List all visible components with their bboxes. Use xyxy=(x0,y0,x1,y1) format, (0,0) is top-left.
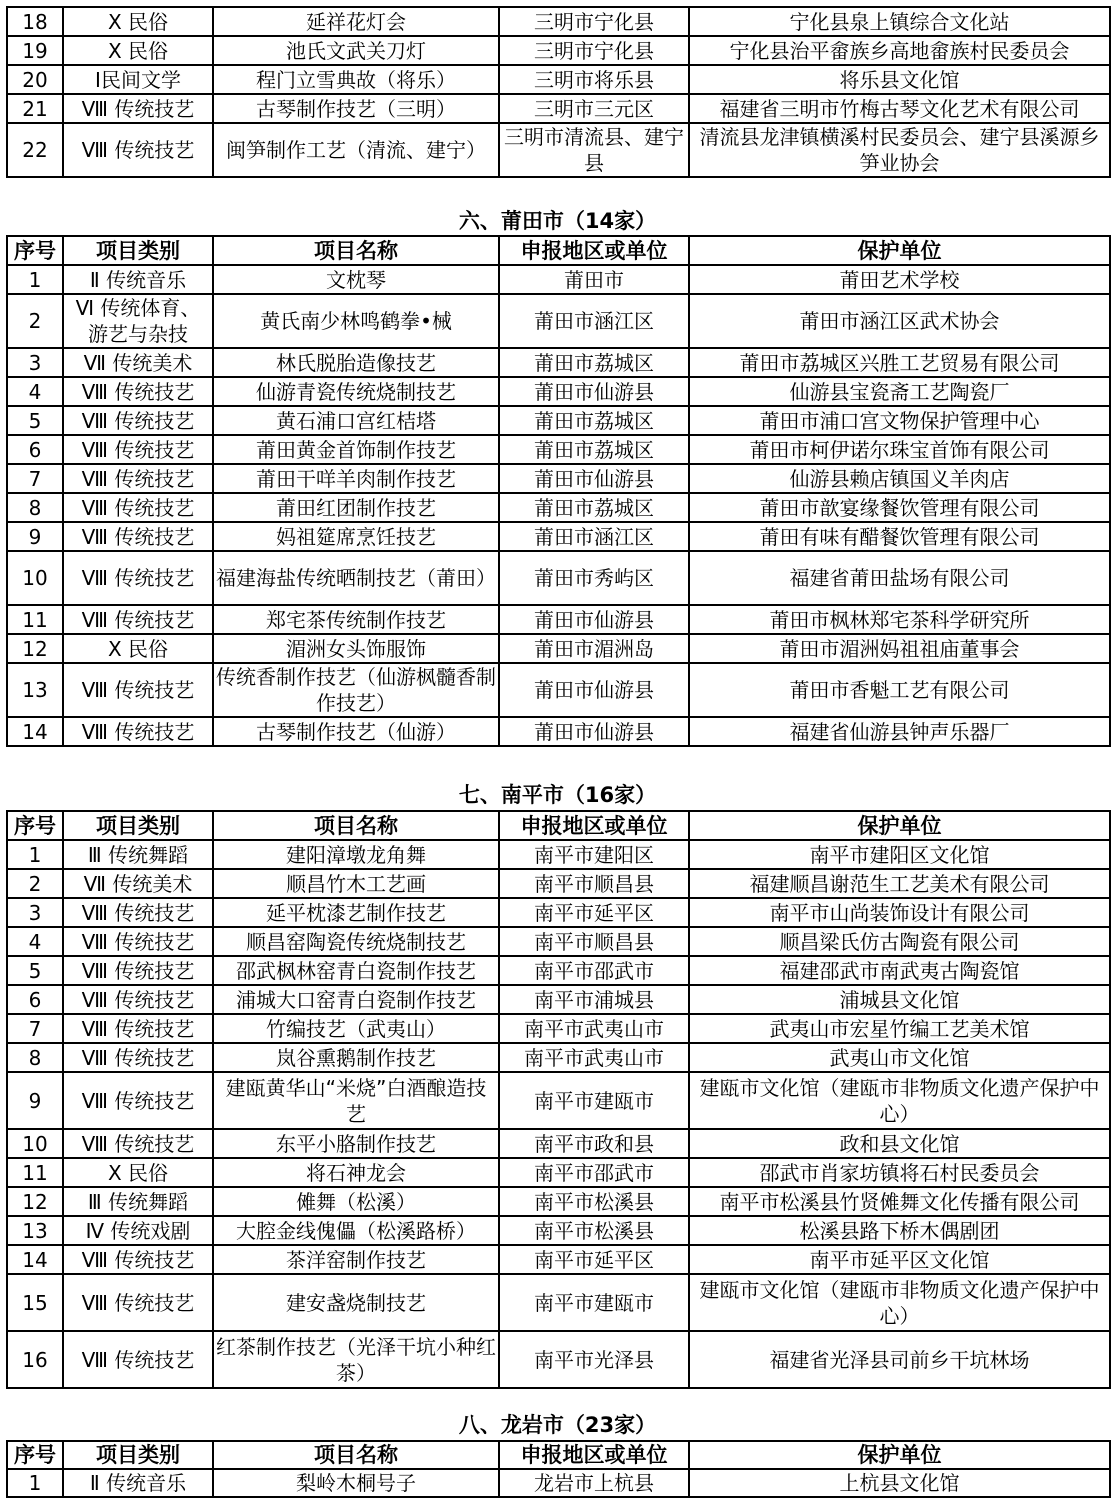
cell-seq: 1 xyxy=(7,1469,63,1497)
table-row xyxy=(7,1216,1110,1245)
cell-region: 南平市邵武市 xyxy=(499,1158,689,1187)
header-category: 项目类别 xyxy=(63,236,213,265)
cell-project-name: 竹编技艺（武夷山） xyxy=(213,1014,499,1043)
cell-protection-unit: 莆田市涵江区武术协会 xyxy=(689,294,1110,348)
cell-project-name: 林氏脱胎造像技艺 xyxy=(213,348,499,377)
cell-category: Ⅲ 传统舞蹈 xyxy=(63,1187,213,1216)
cell-category: Ⅷ 传统技艺 xyxy=(63,1129,213,1158)
cell-project-name: 莆田黄金首饰制作技艺 xyxy=(213,435,499,464)
cell-protection-unit: 莆田市歆宴缘餐饮管理有限公司 xyxy=(689,493,1110,522)
cell-project-name: 红茶制作技艺（光泽干坑小种红茶） xyxy=(213,1331,499,1388)
table-row xyxy=(7,435,1110,464)
cell-region: 莆田市仙游县 xyxy=(499,605,689,634)
cell-protection-unit: 政和县文化馆 xyxy=(689,1129,1110,1158)
cell-region: 南平市建瓯市 xyxy=(499,1274,689,1331)
cell-region: 南平市建阳区 xyxy=(499,840,689,869)
cell-protection-unit: 莆田市荔城区兴胜工艺贸易有限公司 xyxy=(689,348,1110,377)
cell-protection-unit: 南平市山尚装饰设计有限公司 xyxy=(689,898,1110,927)
table-row xyxy=(7,65,1110,94)
cell-project-name: 延平枕漆艺制作技艺 xyxy=(213,898,499,927)
table-row xyxy=(7,493,1110,522)
table-row xyxy=(7,1158,1110,1187)
cell-category: Ⅷ 传统技艺 xyxy=(63,663,213,717)
cell-seq: 10 xyxy=(7,551,63,605)
cell-category: Ⅷ 传统技艺 xyxy=(63,605,213,634)
header-protection-unit: 保护单位 xyxy=(689,236,1110,265)
cell-category: Ⅷ 传统技艺 xyxy=(63,1072,213,1129)
cell-protection-unit: 仙游县宝瓷斋工艺陶瓷厂 xyxy=(689,377,1110,406)
cell-project-name: 浦城大口窑青白瓷制作技艺 xyxy=(213,985,499,1014)
table-row xyxy=(7,1187,1110,1216)
cell-region: 三明市将乐县 xyxy=(499,65,689,94)
cell-protection-unit: 宁化县泉上镇综合文化站 xyxy=(689,7,1110,36)
header-project-name: 项目名称 xyxy=(213,1441,499,1469)
cell-category: Ⅷ 传统技艺 xyxy=(63,1043,213,1072)
cell-protection-unit: 武夷山市文化馆 xyxy=(689,1043,1110,1072)
cell-project-name: 湄洲女头饰服饰 xyxy=(213,634,499,663)
cell-project-name: 邵武枫林窑青白瓷制作技艺 xyxy=(213,956,499,985)
cell-region: 三明市三元区 xyxy=(499,94,689,123)
cell-protection-unit: 莆田市枫林郑宅茶科学研究所 xyxy=(689,605,1110,634)
cell-seq: 8 xyxy=(7,493,63,522)
cell-protection-unit: 仙游县赖店镇国义羊肉店 xyxy=(689,464,1110,493)
cell-project-name: 茶洋窑制作技艺 xyxy=(213,1245,499,1274)
cell-seq: 1 xyxy=(7,840,63,869)
cell-region: 莆田市秀屿区 xyxy=(499,551,689,605)
cell-project-name: 闽笋制作工艺（清流、建宁） xyxy=(213,123,499,177)
cell-seq: 7 xyxy=(7,464,63,493)
cell-seq: 22 xyxy=(7,123,63,177)
cell-seq: 6 xyxy=(7,435,63,464)
cell-project-name: 郑宅茶传统制作技艺 xyxy=(213,605,499,634)
cell-seq: 14 xyxy=(7,717,63,746)
header-region: 申报地区或单位 xyxy=(499,236,689,265)
cell-region: 南平市建瓯市 xyxy=(499,1072,689,1129)
cell-project-name: 建阳漳墩龙角舞 xyxy=(213,840,499,869)
cell-project-name: 福建海盐传统晒制技艺（莆田） xyxy=(213,551,499,605)
cell-protection-unit: 福建省莆田盐场有限公司 xyxy=(689,551,1110,605)
cell-protection-unit: 南平市松溪县竹贤傩舞文化传播有限公司 xyxy=(689,1187,1110,1216)
cell-seq: 6 xyxy=(7,985,63,1014)
table-row xyxy=(7,265,1110,294)
cell-project-name: 傩舞（松溪） xyxy=(213,1187,499,1216)
cell-project-name: 大腔金线傀儡（松溪路桥） xyxy=(213,1216,499,1245)
cell-protection-unit: 浦城县文化馆 xyxy=(689,985,1110,1014)
cell-project-name: 传统香制作技艺（仙游枫髓香制作技艺） xyxy=(213,663,499,717)
table-row xyxy=(7,94,1110,123)
table-row xyxy=(7,36,1110,65)
table-row xyxy=(7,869,1110,898)
cell-seq: 7 xyxy=(7,1014,63,1043)
cell-region: 莆田市荔城区 xyxy=(499,493,689,522)
cell-protection-unit: 福建邵武市南武夷古陶瓷馆 xyxy=(689,956,1110,985)
cell-region: 南平市延平区 xyxy=(499,1245,689,1274)
cell-region: 南平市邵武市 xyxy=(499,956,689,985)
cell-category: Ⅵ 传统体育、游艺与杂技 xyxy=(63,294,213,348)
cell-region: 三明市宁化县 xyxy=(499,36,689,65)
cell-region: 三明市清流县、建宁县 xyxy=(499,123,689,177)
cell-category: Ⅹ 民俗 xyxy=(63,36,213,65)
cell-seq: 13 xyxy=(7,1216,63,1245)
table-row xyxy=(7,927,1110,956)
cell-seq: 2 xyxy=(7,294,63,348)
cell-seq: 12 xyxy=(7,1187,63,1216)
cell-seq: 5 xyxy=(7,956,63,985)
cell-category: Ⅰ民间文学 xyxy=(63,65,213,94)
cell-seq: 13 xyxy=(7,663,63,717)
cell-seq: 11 xyxy=(7,1158,63,1187)
table-row xyxy=(7,898,1110,927)
cell-region: 莆田市荔城区 xyxy=(499,348,689,377)
cell-category: Ⅷ 传统技艺 xyxy=(63,464,213,493)
table-row xyxy=(7,7,1110,36)
cell-category: Ⅹ 民俗 xyxy=(63,1158,213,1187)
cell-seq: 18 xyxy=(7,7,63,36)
cell-category: Ⅶ 传统美术 xyxy=(63,348,213,377)
table-row xyxy=(7,1469,1110,1497)
cell-project-name: 文枕琴 xyxy=(213,265,499,294)
cell-region: 南平市松溪县 xyxy=(499,1216,689,1245)
cell-seq: 9 xyxy=(7,1072,63,1129)
table-row xyxy=(7,1274,1110,1331)
header-seq: 序号 xyxy=(7,811,63,840)
cell-region: 莆田市 xyxy=(499,265,689,294)
section-title-nanping: 七、南平市（16家） xyxy=(458,783,657,807)
table-row xyxy=(7,294,1110,348)
table-longyan xyxy=(6,1440,1111,1498)
table-row xyxy=(7,348,1110,377)
cell-project-name: 程门立雪典故（将乐） xyxy=(213,65,499,94)
table-row xyxy=(7,605,1110,634)
cell-region: 莆田市涵江区 xyxy=(499,294,689,348)
header-category: 项目类别 xyxy=(63,811,213,840)
header-project-name: 项目名称 xyxy=(213,236,499,265)
cell-seq: 4 xyxy=(7,377,63,406)
cell-protection-unit: 南平市延平区文化馆 xyxy=(689,1245,1110,1274)
cell-region: 莆田市湄洲岛 xyxy=(499,634,689,663)
cell-project-name: 延祥花灯会 xyxy=(213,7,499,36)
cell-project-name: 仙游青瓷传统烧制技艺 xyxy=(213,377,499,406)
cell-seq: 5 xyxy=(7,406,63,435)
cell-project-name: 顺昌窑陶瓷传统烧制技艺 xyxy=(213,927,499,956)
cell-category: Ⅱ 传统音乐 xyxy=(63,265,213,294)
table-row xyxy=(7,377,1110,406)
cell-protection-unit: 清流县龙津镇横溪村民委员会、建宁县溪源乡笋业协会 xyxy=(689,123,1110,177)
cell-category: Ⅷ 传统技艺 xyxy=(63,406,213,435)
cell-category: Ⅷ 传统技艺 xyxy=(63,927,213,956)
cell-seq: 20 xyxy=(7,65,63,94)
cell-region: 龙岩市上杭县 xyxy=(499,1469,689,1497)
cell-seq: 19 xyxy=(7,36,63,65)
cell-region: 南平市光泽县 xyxy=(499,1331,689,1388)
table-sanming-continued xyxy=(6,6,1111,178)
cell-protection-unit: 莆田市浦口宫文物保护管理中心 xyxy=(689,406,1110,435)
cell-project-name: 古琴制作技艺（仙游） xyxy=(213,717,499,746)
header-protection-unit: 保护单位 xyxy=(689,1441,1110,1469)
cell-project-name: 莆田干咩羊肉制作技艺 xyxy=(213,464,499,493)
cell-category: Ⅷ 传统技艺 xyxy=(63,377,213,406)
table-row xyxy=(7,663,1110,717)
table-row xyxy=(7,956,1110,985)
cell-category: Ⅹ 民俗 xyxy=(63,7,213,36)
cell-category: Ⅷ 传统技艺 xyxy=(63,551,213,605)
cell-protection-unit: 宁化县治平畲族乡高地畲族村民委员会 xyxy=(689,36,1110,65)
cell-category: Ⅶ 传统美术 xyxy=(63,869,213,898)
cell-category: Ⅷ 传统技艺 xyxy=(63,956,213,985)
cell-category: Ⅷ 传统技艺 xyxy=(63,522,213,551)
cell-region: 南平市政和县 xyxy=(499,1129,689,1158)
cell-protection-unit: 建瓯市文化馆（建瓯市非物质文化遗产保护中心） xyxy=(689,1072,1110,1129)
table-row xyxy=(7,1014,1110,1043)
cell-project-name: 岚谷熏鹅制作技艺 xyxy=(213,1043,499,1072)
header-seq: 序号 xyxy=(7,236,63,265)
table-row xyxy=(7,840,1110,869)
cell-seq: 3 xyxy=(7,898,63,927)
cell-project-name: 黄氏南少林鸣鹤拳•械 xyxy=(213,294,499,348)
header-project-name: 项目名称 xyxy=(213,811,499,840)
table-row xyxy=(7,985,1110,1014)
cell-seq: 1 xyxy=(7,265,63,294)
cell-project-name: 建瓯黄华山“米烧”白酒酿造技艺 xyxy=(213,1072,499,1129)
cell-category: Ⅷ 传统技艺 xyxy=(63,717,213,746)
cell-project-name: 妈祖筵席烹饪技艺 xyxy=(213,522,499,551)
cell-category: Ⅱ 传统音乐 xyxy=(63,1469,213,1497)
cell-seq: 16 xyxy=(7,1331,63,1388)
section-title-longyan: 八、龙岩市（23家） xyxy=(458,1413,657,1437)
cell-category: Ⅷ 传统技艺 xyxy=(63,1274,213,1331)
cell-protection-unit: 莆田有味有醋餐饮管理有限公司 xyxy=(689,522,1110,551)
cell-project-name: 建安盏烧制技艺 xyxy=(213,1274,499,1331)
cell-seq: 3 xyxy=(7,348,63,377)
cell-project-name: 东平小胳制作技艺 xyxy=(213,1129,499,1158)
cell-protection-unit: 顺昌梁氏仿古陶瓷有限公司 xyxy=(689,927,1110,956)
table-row xyxy=(7,634,1110,663)
cell-region: 莆田市仙游县 xyxy=(499,464,689,493)
header-region: 申报地区或单位 xyxy=(499,811,689,840)
cell-seq: 21 xyxy=(7,94,63,123)
cell-protection-unit: 松溪县路下桥木偶剧团 xyxy=(689,1216,1110,1245)
cell-project-name: 顺昌竹木工艺画 xyxy=(213,869,499,898)
cell-category: Ⅳ 传统戏剧 xyxy=(63,1216,213,1245)
cell-protection-unit: 莆田市柯伊诺尔珠宝首饰有限公司 xyxy=(689,435,1110,464)
table-row xyxy=(7,123,1110,177)
cell-protection-unit: 上杭县文化馆 xyxy=(689,1469,1110,1497)
cell-region: 莆田市荔城区 xyxy=(499,435,689,464)
table-nanping xyxy=(6,810,1111,1389)
table-row xyxy=(7,522,1110,551)
table-row xyxy=(7,551,1110,605)
cell-seq: 11 xyxy=(7,605,63,634)
cell-protection-unit: 福建顺昌谢范生工艺美术有限公司 xyxy=(689,869,1110,898)
cell-region: 南平市顺昌县 xyxy=(499,869,689,898)
cell-region: 莆田市仙游县 xyxy=(499,717,689,746)
cell-seq: 12 xyxy=(7,634,63,663)
cell-region: 南平市延平区 xyxy=(499,898,689,927)
cell-category: Ⅷ 传统技艺 xyxy=(63,1245,213,1274)
cell-project-name: 池氏文武关刀灯 xyxy=(213,36,499,65)
cell-protection-unit: 福建省仙游县钟声乐器厂 xyxy=(689,717,1110,746)
cell-region: 莆田市荔城区 xyxy=(499,406,689,435)
cell-seq: 10 xyxy=(7,1129,63,1158)
cell-region: 南平市浦城县 xyxy=(499,985,689,1014)
cell-seq: 14 xyxy=(7,1245,63,1274)
cell-region: 南平市顺昌县 xyxy=(499,927,689,956)
cell-protection-unit: 莆田市湄洲妈祖祖庙董事会 xyxy=(689,634,1110,663)
cell-protection-unit: 将乐县文化馆 xyxy=(689,65,1110,94)
cell-seq: 9 xyxy=(7,522,63,551)
header-category: 项目类别 xyxy=(63,1441,213,1469)
cell-category: Ⅷ 传统技艺 xyxy=(63,435,213,464)
cell-category: Ⅷ 传统技艺 xyxy=(63,985,213,1014)
cell-category: Ⅷ 传统技艺 xyxy=(63,94,213,123)
cell-project-name: 莆田红团制作技艺 xyxy=(213,493,499,522)
cell-protection-unit: 福建省光泽县司前乡干坑林场 xyxy=(689,1331,1110,1388)
cell-protection-unit: 邵武市肖家坊镇将石村民委员会 xyxy=(689,1158,1110,1187)
cell-category: Ⅹ 民俗 xyxy=(63,634,213,663)
table-row xyxy=(7,1331,1110,1388)
cell-project-name: 黄石浦口宫红桔塔 xyxy=(213,406,499,435)
cell-category: Ⅷ 传统技艺 xyxy=(63,123,213,177)
cell-category: Ⅷ 传统技艺 xyxy=(63,493,213,522)
cell-category: Ⅷ 传统技艺 xyxy=(63,1331,213,1388)
cell-project-name: 将石神龙会 xyxy=(213,1158,499,1187)
section-title-putian: 六、莆田市（14家） xyxy=(458,209,657,233)
table-putian xyxy=(6,235,1111,747)
cell-project-name: 梨岭木桐号子 xyxy=(213,1469,499,1497)
cell-seq: 8 xyxy=(7,1043,63,1072)
cell-seq: 4 xyxy=(7,927,63,956)
table-row xyxy=(7,1129,1110,1158)
cell-category: Ⅷ 传统技艺 xyxy=(63,1014,213,1043)
cell-region: 南平市武夷山市 xyxy=(499,1014,689,1043)
cell-protection-unit: 福建省三明市竹梅古琴文化艺术有限公司 xyxy=(689,94,1110,123)
table-row xyxy=(7,464,1110,493)
cell-seq: 15 xyxy=(7,1274,63,1331)
cell-protection-unit: 莆田市香魁工艺有限公司 xyxy=(689,663,1110,717)
cell-region: 莆田市仙游县 xyxy=(499,377,689,406)
cell-protection-unit: 莆田艺术学校 xyxy=(689,265,1110,294)
cell-seq: 2 xyxy=(7,869,63,898)
header-seq: 序号 xyxy=(7,1441,63,1469)
table-row xyxy=(7,717,1110,746)
table-row xyxy=(7,1072,1110,1129)
table-row xyxy=(7,1043,1110,1072)
cell-region: 莆田市涵江区 xyxy=(499,522,689,551)
cell-region: 三明市宁化县 xyxy=(499,7,689,36)
cell-protection-unit: 南平市建阳区文化馆 xyxy=(689,840,1110,869)
cell-region: 莆田市仙游县 xyxy=(499,663,689,717)
cell-protection-unit: 武夷山市宏星竹编工艺美术馆 xyxy=(689,1014,1110,1043)
cell-category: Ⅲ 传统舞蹈 xyxy=(63,840,213,869)
cell-region: 南平市武夷山市 xyxy=(499,1043,689,1072)
cell-protection-unit: 建瓯市文化馆（建瓯市非物质文化遗产保护中心） xyxy=(689,1274,1110,1331)
header-region: 申报地区或单位 xyxy=(499,1441,689,1469)
table-row xyxy=(7,406,1110,435)
table-row xyxy=(7,1245,1110,1274)
cell-project-name: 古琴制作技艺（三明） xyxy=(213,94,499,123)
cell-category: Ⅷ 传统技艺 xyxy=(63,898,213,927)
header-protection-unit: 保护单位 xyxy=(689,811,1110,840)
cell-region: 南平市松溪县 xyxy=(499,1187,689,1216)
